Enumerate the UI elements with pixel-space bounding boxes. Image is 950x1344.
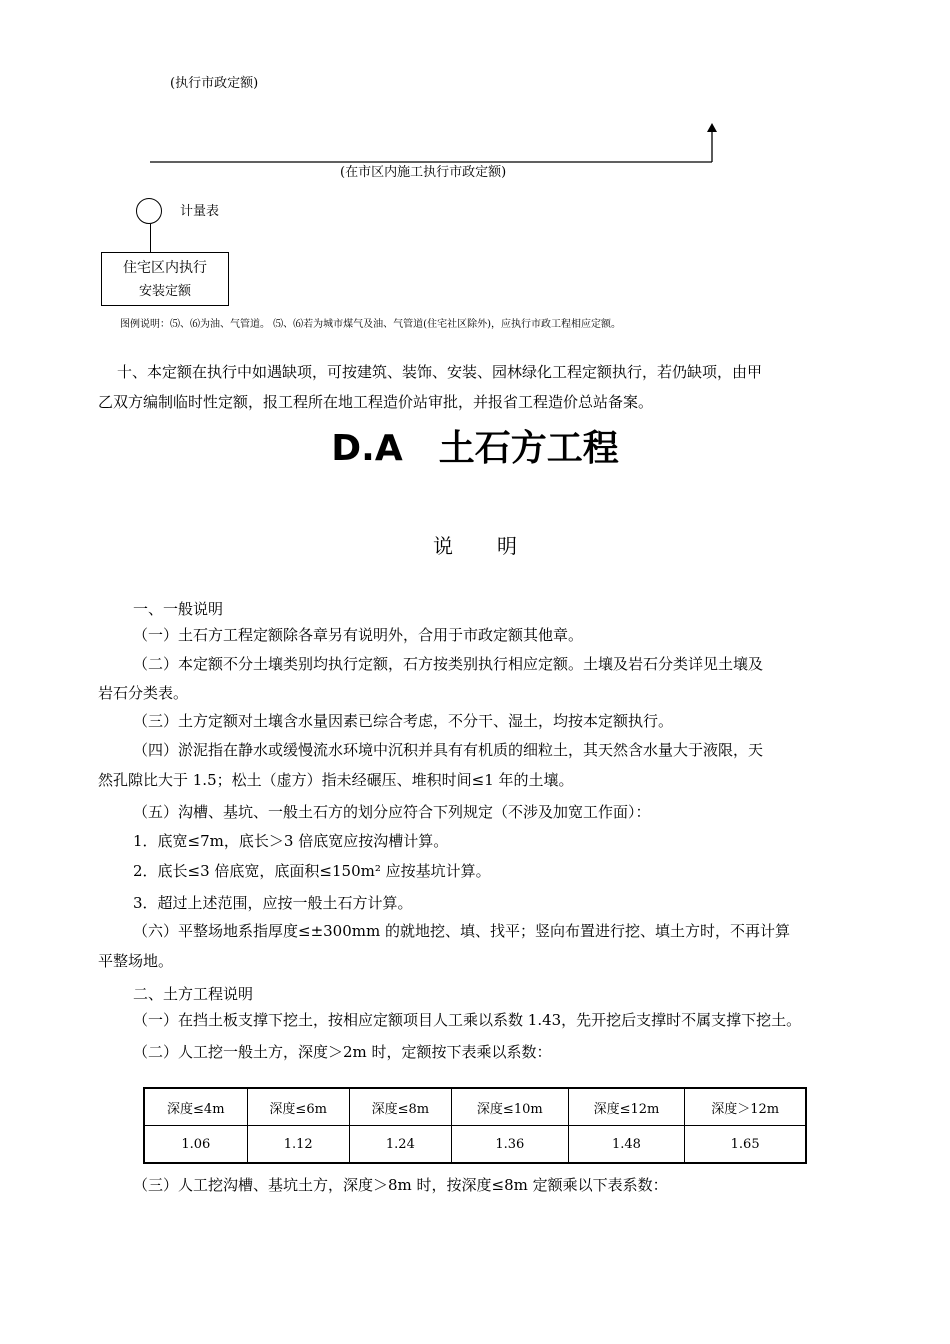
table-row xyxy=(144,1126,806,1164)
table-header-row xyxy=(144,1088,806,1126)
table-cell: 1.24 xyxy=(349,1126,451,1164)
table-cell: 1.48 xyxy=(568,1126,685,1164)
section-1-p5-2: 2．底长≤3 倍底宽，底面积≤150m² 应按基坑计算。 xyxy=(133,862,491,880)
para-10-line-2: 乙双方编制临时性定额，报工程所在地工程造价站审批，并报省工程造价总站备案。 xyxy=(98,393,654,411)
table-cell: 1.06 xyxy=(144,1126,247,1164)
section-2-p2: （二）人工挖一般土方，深度＞2m 时，定额按下表乘以系数： xyxy=(133,1043,552,1061)
diagram-top-label: (执行市政定额) xyxy=(170,76,259,91)
table-header-cell: 深度≤10m xyxy=(451,1088,568,1126)
box-line-2: 安装定额 xyxy=(138,284,191,299)
table-header-cell: 深度≤6m xyxy=(247,1088,349,1126)
table-header-cell: 深度≤8m xyxy=(349,1088,451,1126)
table-cell: 1.36 xyxy=(451,1126,568,1164)
chapter-title: D.A 土石方工程 xyxy=(331,428,619,469)
section-1-p2b: 岩石分类表。 xyxy=(98,684,189,702)
section-1-p5-1: 1．底宽≤7m，底长＞3 倍底宽应按沟槽计算。 xyxy=(133,832,449,850)
depth-coefficient-table xyxy=(143,1087,807,1164)
section-2-heading: 二、土方工程说明 xyxy=(133,985,254,1003)
section-2-p3: （三）人工挖沟槽、基坑土方，深度＞8m 时，按深度≤8m 定额乘以下表系数： xyxy=(133,1176,668,1194)
section-1-p6b: 平整场地。 xyxy=(98,952,174,970)
section-1-heading: 一、一般说明 xyxy=(133,600,224,618)
section-1-p6a: （六）平整场地系指厚度≤±300mm 的就地挖、填、找平；竖向布置进行挖、填土方时，不再计算 xyxy=(133,922,790,940)
section-1-p1: （一）土石方工程定额除各章另有说明外，合用于市政定额其他章。 xyxy=(133,626,584,644)
table-cell: 1.12 xyxy=(247,1126,349,1164)
meter-label: 计量表 xyxy=(180,204,220,219)
pipe-label: (在市区内施工执行市政定额) xyxy=(340,165,507,180)
arrow-up-icon xyxy=(707,123,717,132)
table-cell: 1.65 xyxy=(685,1126,806,1164)
section-1-p3: （三）土方定额对土壤含水量因素已综合考虑，不分干、湿土，均按本定额执行。 xyxy=(133,712,674,730)
box-line-1: 住宅区内执行 xyxy=(123,260,207,276)
section-1-p5-3: 3．超过上述范围，应按一般土石方计算。 xyxy=(133,894,413,912)
section-2-p1: （一）在挡土板支撑下挖土，按相应定额项目人工乘以系数 1.43，先开挖后支撑时不属支撑下挖土。 xyxy=(133,1011,802,1029)
section-1-p4b: 然孔隙比大于 1.5；松土（虚方）指未经碾压、堆积时间≤1 年的土壤。 xyxy=(98,771,574,789)
table-header-cell: 深度＞12m xyxy=(685,1088,806,1126)
section-1-p2a: （二）本定额不分土壤类别均执行定额，石方按类别执行相应定额。土壤及岩石分类详见土壤及 xyxy=(133,655,764,673)
meter-icon xyxy=(136,198,162,224)
residential-box xyxy=(101,252,229,306)
table-header-cell: 深度≤4m xyxy=(144,1088,247,1126)
para-10-line-1: 十、本定额在执行中如遇缺项，可按建筑、装饰、安装、园林绿化工程定额执行，若仍缺项，由甲 xyxy=(117,363,763,381)
diagram-legend: 图例说明：⑸、⑹为油、气管道。 ⑸、⑹若为城市煤气及油、气管道(住宅社区除外)，应执行市政工程相应定额。 xyxy=(120,319,621,330)
connector-line xyxy=(150,224,151,253)
section-1-p4a: （四）淤泥指在静水或缓慢流水环境中沉积并具有有机质的细粒土，其天然含水量大于液限，天 xyxy=(133,741,764,759)
chapter-subtitle: 说明 xyxy=(433,534,561,558)
section-1-p5: （五）沟槽、基坑、一般土石方的划分应符合下列规定（不涉及加宽工作面）： xyxy=(133,803,651,821)
table-header-cell: 深度≤12m xyxy=(568,1088,685,1126)
